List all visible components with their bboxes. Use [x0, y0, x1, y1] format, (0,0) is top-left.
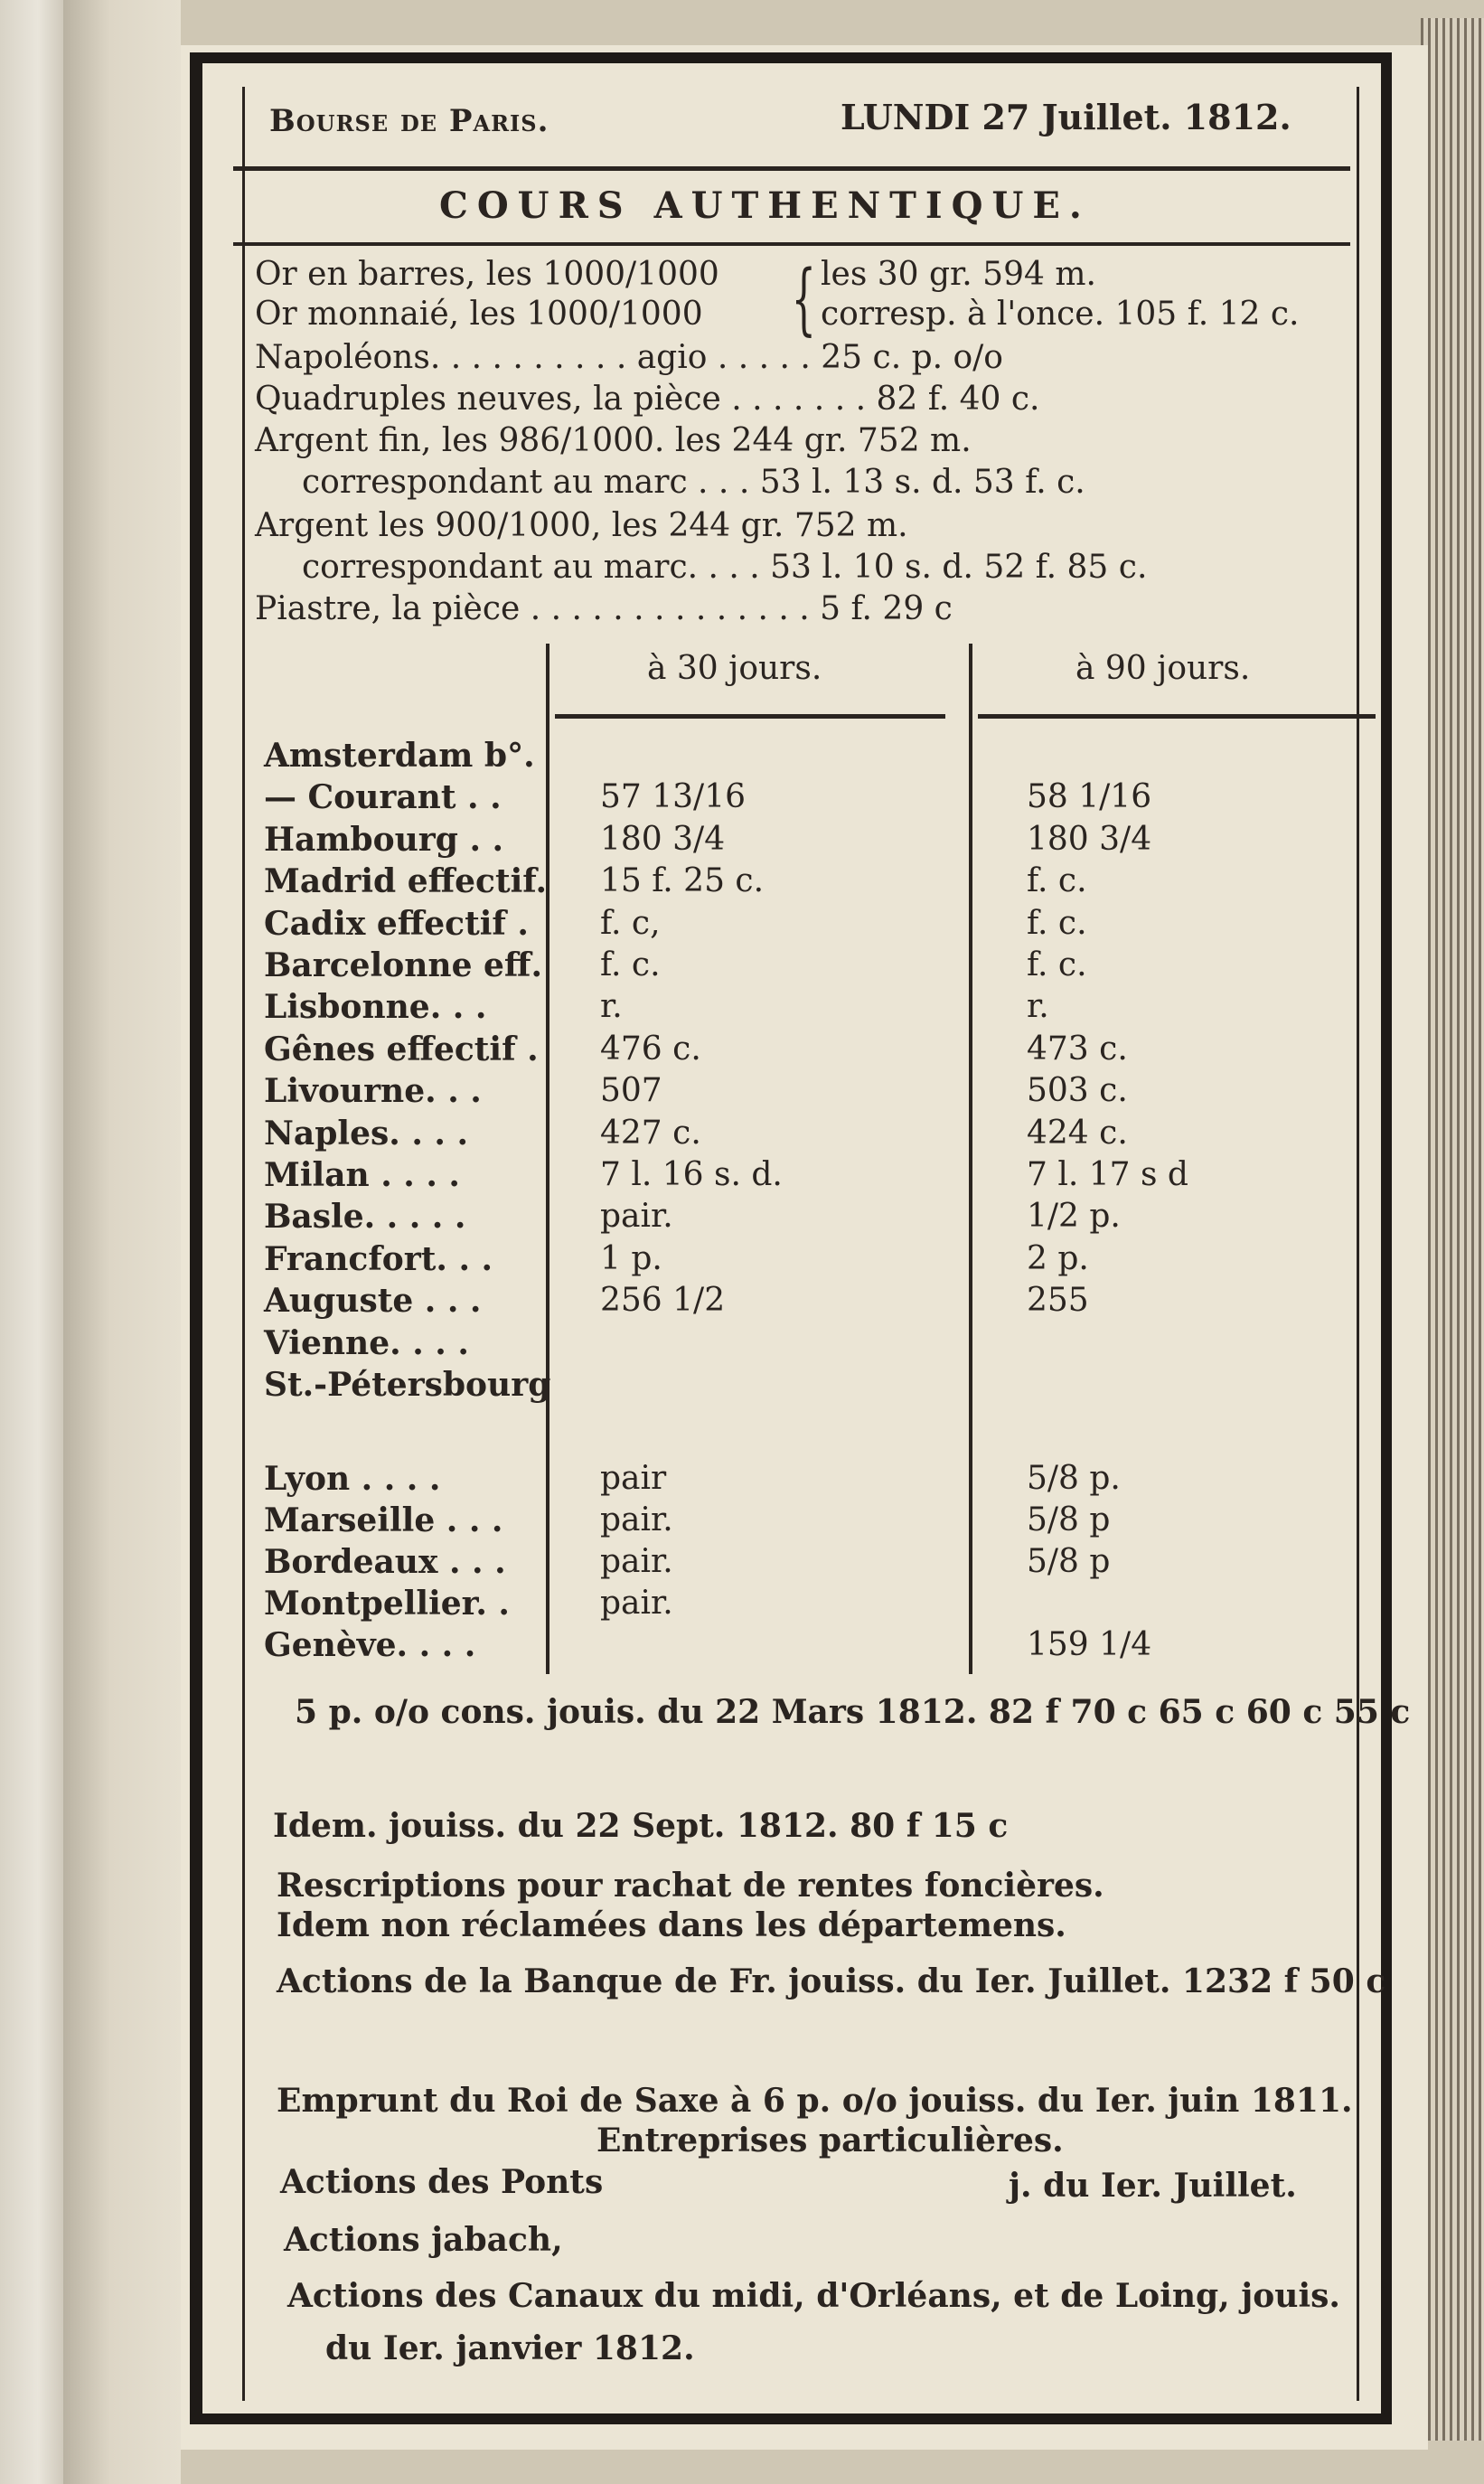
rate-90-days: f. c. — [1027, 904, 1087, 942]
rate-30-days: 507 — [600, 1072, 662, 1110]
rate-90-days: 58 1/16 — [1027, 778, 1152, 816]
exchange-place: Amsterdam b°. — [264, 737, 535, 775]
rente-5pc: 5 p. o/o cons. jouis. du 22 Mars 1812. 82 f 70 c 65 c 60 c 55 c — [295, 1693, 1411, 1731]
rate-30-days: 57 13/16 — [600, 778, 746, 816]
column-divider-left — [546, 644, 549, 1674]
book-gutter — [63, 0, 181, 2484]
rate-30-days: pair — [600, 1460, 667, 1497]
rate-90-days: 7 l. 17 s d — [1027, 1156, 1188, 1193]
actions-jabach: Actions jabach, — [284, 2221, 563, 2259]
exchange-place: Lisbonne. . . — [264, 988, 487, 1027]
column-header-90: à 90 jours. — [1075, 650, 1251, 687]
title-rule — [233, 242, 1350, 246]
rate-30-days: pair. — [600, 1585, 673, 1622]
rate-90-days: 473 c. — [1027, 1030, 1128, 1068]
column-divider-right — [969, 644, 972, 1674]
actions-canaux-date: du Ier. janvier 1812. — [325, 2329, 695, 2367]
or-monnaie-right: corresp. à l'once. 105 f. 12 c. — [821, 296, 1300, 333]
rate-90-days: r. — [1027, 988, 1049, 1026]
rate-90-days: 159 1/4 — [1027, 1626, 1152, 1663]
rate-90-days: f. c. — [1027, 946, 1087, 983]
exchange-place: Marseille . . . — [264, 1501, 503, 1539]
exchange-place: Livourne. . . — [264, 1072, 482, 1111]
rate-90-days: 424 c. — [1027, 1114, 1128, 1152]
or-monnaie: Or monnaié, les 1000/1000 — [255, 296, 703, 333]
exchange-place: Basle. . . . . — [264, 1198, 466, 1237]
rate-30-days: 15 f. 25 c. — [600, 862, 765, 900]
rate-30-days: pair. — [600, 1501, 673, 1538]
exchange-place: Naples. . . . — [264, 1114, 468, 1153]
actions-canaux: Actions des Canaux du midi, d'Orléans, et de Loing, jouis. — [287, 2277, 1340, 2315]
rate-30-days: 7 l. 16 s. d. — [600, 1156, 783, 1193]
exchange-place: Francfort. . . — [264, 1239, 493, 1278]
rate-90-days: 255 — [1027, 1282, 1089, 1320]
rate-90-days: f. c. — [1027, 862, 1087, 900]
rate-30-days: 1 p. — [600, 1239, 662, 1277]
page-edges — [1421, 18, 1484, 2441]
exchange-place: Vienne. . . . — [264, 1323, 469, 1362]
column-header-rule-30 — [555, 714, 945, 719]
exchange-place: Lyon . . . . — [264, 1460, 441, 1498]
argent-fin-marc: correspondant au marc . . . 53 l. 13 s. d. 53 f. c. — [302, 464, 1085, 501]
brace-symbol: { — [791, 254, 817, 344]
rate-90-days: 180 3/4 — [1027, 820, 1152, 858]
rate-30-days: pair. — [600, 1198, 673, 1236]
rate-90-days: 2 p. — [1027, 1239, 1089, 1277]
rescriptions: Rescriptions pour rachat de rentes foncières. — [277, 1867, 1104, 1905]
rate-30-days: f. c. — [600, 946, 661, 983]
rate-30-days: 427 c. — [600, 1114, 701, 1152]
rate-30-days: r. — [600, 988, 623, 1026]
page-title: COURS AUTHENTIQUE. — [439, 184, 1091, 227]
rate-90-days: 5/8 p — [1027, 1543, 1111, 1580]
exchange-place: St.-Pétersbourg — [264, 1366, 551, 1404]
rate-30-days: 476 c. — [600, 1030, 701, 1068]
quadruples: Quadruples neuves, la pièce . . . . . . . 82 f. 40 c. — [255, 381, 1040, 418]
header-date: LUNDI 27 Juillet. 1812. — [841, 97, 1291, 137]
rate-30-days: pair. — [600, 1543, 673, 1580]
header-left: Bourse de Paris. — [269, 103, 549, 139]
exchange-place: Montpellier. . — [264, 1585, 510, 1623]
exchange-place: Cadix effectif . — [264, 904, 529, 943]
rate-30-days: 180 3/4 — [600, 820, 726, 858]
header-rule — [233, 166, 1350, 171]
rescriptions-idem: Idem non réclamées dans les départemens. — [277, 1906, 1066, 1944]
rate-30-days: 256 1/2 — [600, 1282, 726, 1320]
napoleons: Napoléons. . . . . . . . . . agio . . . . . 25 c. p. o/o — [255, 339, 1003, 376]
column-header-rule-90 — [978, 714, 1376, 719]
rate-30-days: f. c, — [600, 904, 661, 942]
argent: Argent les 900/1000, les 244 gr. 752 m. — [255, 507, 908, 544]
book-spine — [0, 0, 63, 2484]
rate-90-days: 1/2 p. — [1027, 1198, 1121, 1236]
piastre: Piastre, la pièce . . . . . . . . . . . . . . 5 f. 29 c — [255, 590, 953, 627]
exchange-place: Genève. . . . — [264, 1626, 476, 1664]
rate-90-days: 5/8 p. — [1027, 1460, 1121, 1497]
actions-ponts-right: j. du Ier. Juillet. — [1009, 2167, 1297, 2205]
exchange-place: Milan . . . . — [264, 1156, 460, 1194]
or-barres: Or en barres, les 1000/1000 — [255, 256, 719, 293]
banque-actions: Actions de la Banque de Fr. jouiss. du Ier. Juillet. 1232 f 50 c — [277, 1962, 1386, 2000]
emprunt-saxe: Emprunt du Roi de Saxe à 6 p. o/o jouiss. du Ier. juin 1811. — [277, 2082, 1353, 2120]
exchange-place: Bordeaux . . . — [264, 1543, 506, 1581]
rate-90-days: 5/8 p — [1027, 1501, 1111, 1538]
entreprises-heading: Entreprises particulières. — [596, 2122, 1064, 2159]
exchange-place: Hambourg . . — [264, 820, 504, 859]
exchange-place: Barcelonne eff. — [264, 946, 543, 984]
exchange-place: Auguste . . . — [264, 1282, 482, 1321]
exchange-place: Gênes effectif . — [264, 1030, 539, 1068]
rente-idem: Idem. jouiss. du 22 Sept. 1812. 80 f 15 c — [273, 1807, 1009, 1845]
column-header-30: à 30 jours. — [647, 650, 822, 687]
or-barres-right: les 30 gr. 594 m. — [821, 256, 1096, 293]
exchange-place: Madrid effectif. — [264, 862, 548, 901]
actions-ponts: Actions des Ponts — [280, 2163, 604, 2201]
exchange-place: — Courant . . — [264, 778, 502, 817]
rate-90-days: 503 c. — [1027, 1072, 1128, 1110]
argent-fin: Argent fin, les 986/1000. les 244 gr. 752 m. — [255, 422, 972, 459]
argent-marc: correspondant au marc. . . . 53 l. 10 s. d. 52 f. 85 c. — [302, 549, 1148, 586]
